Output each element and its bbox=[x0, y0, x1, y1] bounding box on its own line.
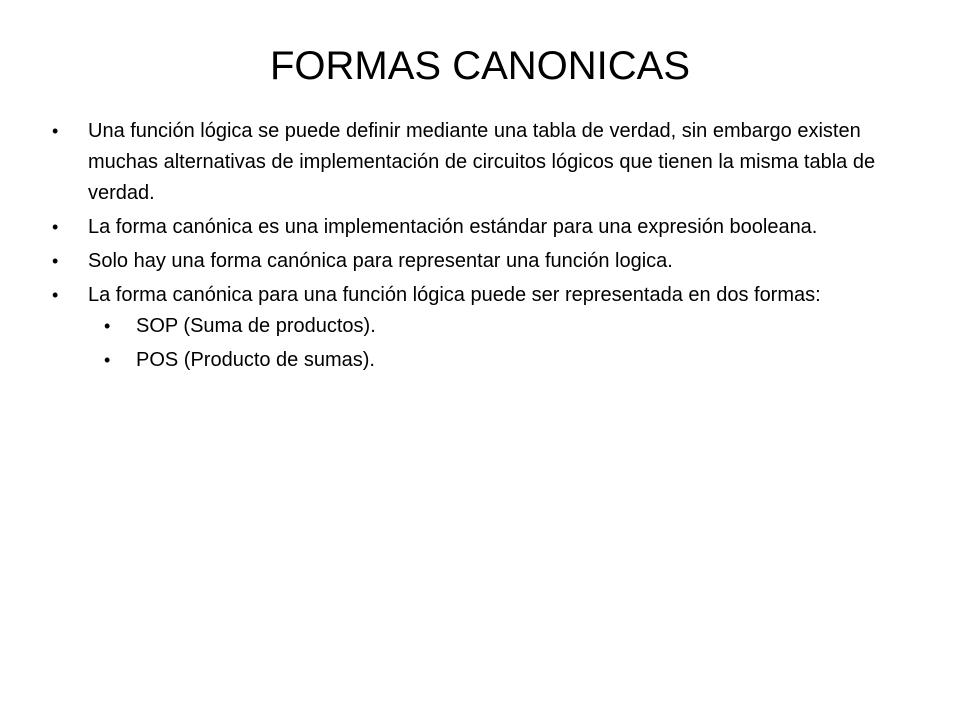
sub-bullet-item bbox=[88, 345, 880, 376]
bullet-item bbox=[48, 280, 880, 376]
bullet-text: Una función lógica se puede definir mediante una tabla de verdad, sin embargo existen muchas alternativas de implementación de circuitos lógicos que tienen la misma tabla de verdad. bbox=[88, 120, 876, 204]
bullet-marker: • bbox=[52, 121, 59, 141]
sub-bullet-marker: • bbox=[104, 316, 111, 336]
sub-bullet-marker: • bbox=[104, 350, 111, 370]
bullet-marker: • bbox=[52, 251, 59, 271]
bullet-text: La forma canónica es una implementación estándar para una expresión booleana. bbox=[88, 216, 818, 238]
bullet-list bbox=[48, 116, 880, 379]
bullet-item bbox=[48, 116, 880, 209]
sub-bullet-item bbox=[88, 311, 880, 342]
sub-bullet-text: SOP (Suma de productos). bbox=[136, 315, 376, 337]
slide-title: FORMAS CANONICAS bbox=[269, 44, 691, 88]
sub-bullet-text: POS (Producto de sumas). bbox=[136, 349, 375, 371]
bullet-item bbox=[48, 246, 880, 277]
bullet-text: Solo hay una forma canónica para representar una función logica. bbox=[88, 250, 673, 272]
bullet-text: La forma canónica para una función lógica puede ser representada en dos formas: bbox=[88, 284, 821, 306]
sub-bullet-list bbox=[88, 311, 880, 376]
bullet-marker: • bbox=[52, 217, 59, 237]
bullet-marker: • bbox=[52, 285, 59, 305]
bullet-item bbox=[48, 212, 880, 243]
